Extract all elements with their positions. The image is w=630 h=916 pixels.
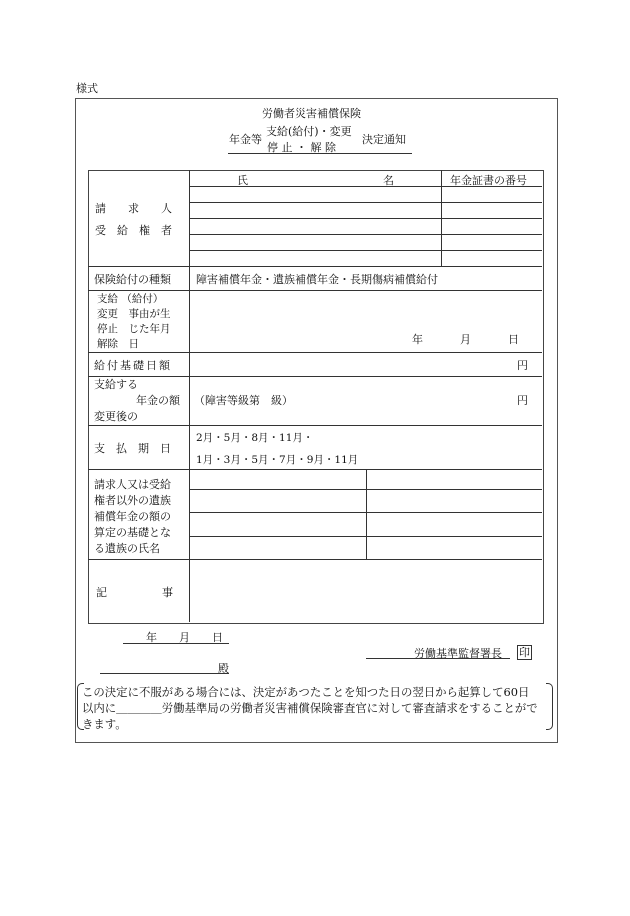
bereaved-label-4: 算定の基礎とな — [94, 526, 171, 539]
row-line — [189, 250, 542, 251]
title-suffix: 決定通知 — [362, 133, 406, 146]
bereaved-label-1: 請求人又は受給 — [94, 478, 171, 491]
office-underline — [366, 658, 510, 659]
yen-unit: 円 — [517, 394, 528, 407]
label-column-divider — [189, 170, 190, 622]
row-line — [189, 202, 542, 203]
title-stack-top: 支給(給付)・変更 — [266, 125, 352, 138]
yen-unit: 円 — [517, 359, 528, 372]
row-line — [88, 352, 542, 353]
col-surname: 氏 — [237, 174, 248, 187]
row-line — [189, 218, 542, 219]
row-line — [88, 469, 542, 470]
issue-date-underline — [123, 643, 229, 644]
amount-label-3: 変更後の — [94, 410, 138, 423]
notice-line-1: この決定に不服がある場合には、決定があつたことを知つた日の翌日から起算して60日 — [82, 685, 530, 699]
row-line — [189, 234, 542, 235]
bereaved-label-2: 権者以外の遺族 — [94, 494, 171, 507]
col-name: 名 — [383, 174, 394, 187]
row-line — [88, 266, 542, 267]
bereaved-label-3: 補償年金の額の — [94, 510, 171, 523]
payment-months-1: 2月・5月・8月・11月・ — [196, 432, 314, 444]
insurance-type-label: 保険給付の種類 — [94, 273, 171, 286]
seal-mark: 印 — [519, 646, 530, 659]
date-year: 年 — [412, 333, 423, 346]
row-line — [88, 376, 542, 377]
notice-line-3: きます。 — [82, 717, 127, 731]
amount-label-2: 年金の額 — [136, 394, 180, 407]
insurance-type-value: 障害補償年金・遺族補償年金・長期傷病補償給付 — [196, 273, 438, 286]
date-month: 月 — [460, 333, 471, 346]
amount-label-1: 支給する — [94, 378, 138, 391]
addressee-suffix: 殿 — [218, 662, 229, 675]
base-daily-amount-label: 給付基礎日額 — [94, 359, 172, 372]
claimant-label: 請 求 人 — [95, 202, 172, 215]
event-label-2: 変更 事由が生 — [97, 308, 171, 320]
beneficiary-label: 受 給 権 者 — [95, 224, 172, 237]
addressee-underline — [100, 673, 229, 674]
row-line — [88, 425, 542, 426]
title-stack-bottom: 停 止 ・ 解 除 — [267, 141, 336, 154]
office-chief: 労働基準監督署長 — [414, 647, 502, 660]
title-prefix: 年金等 — [229, 133, 262, 146]
payment-months-2: 1月・3月・5月・7月・9月・11月 — [196, 454, 359, 466]
bereaved-label-5: る遺族の氏名 — [94, 542, 160, 555]
form-label: 様式 — [76, 82, 98, 95]
bereaved-column-divider — [366, 469, 367, 559]
title-underline — [228, 153, 412, 154]
title-line1: 労働者災害補償保険 — [262, 107, 361, 120]
event-label-4: 解除 日 — [97, 338, 139, 350]
notice-line-2: 以内に＿＿＿＿労働基準局の労働者災害補償保険審査官に対して審査請求をすることがで — [82, 701, 538, 715]
issue-date: 年 月 日 — [146, 631, 223, 644]
remarks-label: 記 事 — [96, 586, 173, 599]
date-day: 日 — [508, 333, 519, 346]
col-cert-number: 年金証書の番号 — [450, 174, 527, 187]
event-label-1: 支給 （給付） — [97, 293, 164, 305]
event-label-3: 停止 じた年月 — [97, 323, 171, 335]
disability-grade: （障害等級第 級） — [194, 394, 293, 407]
row-line — [88, 559, 542, 560]
payment-date-label: 支 払 期 日 — [94, 442, 171, 455]
notice-right-bracket — [546, 683, 553, 730]
